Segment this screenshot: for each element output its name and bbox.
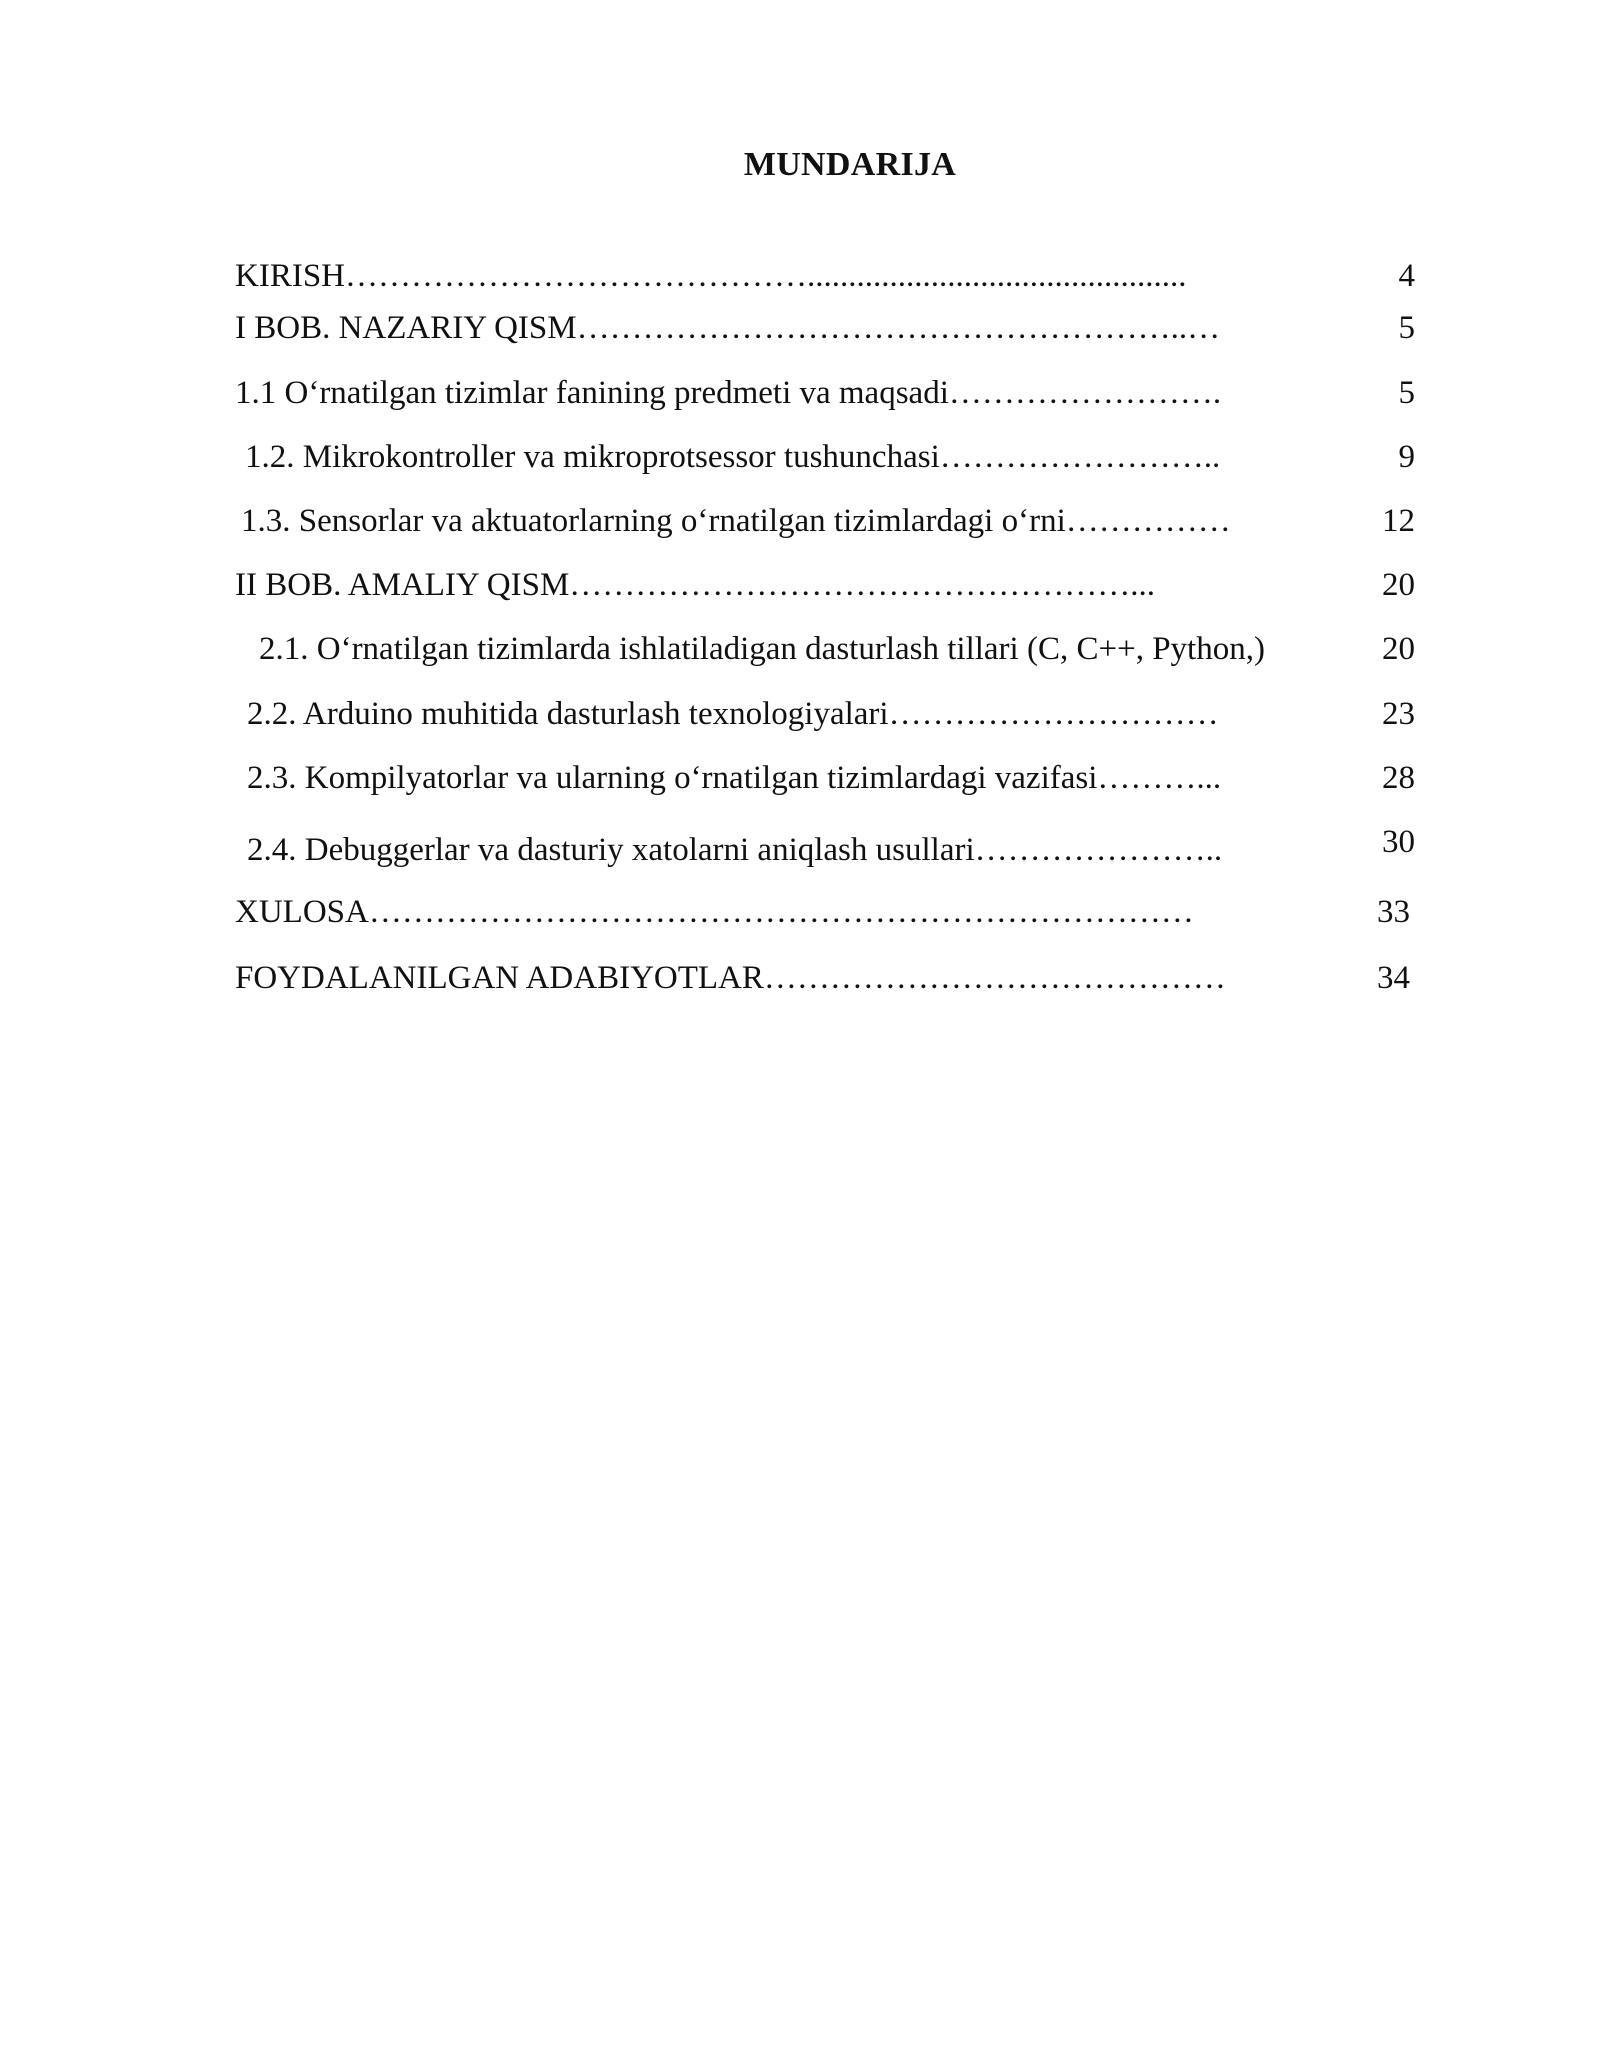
page-title: MUNDARIJA (743, 146, 957, 183)
toc-entry-section-1-2: 1.2. Mikrokontroller va mikroprotsessor tushunchasi…………………….. (245, 439, 1221, 475)
toc-entry-section-1-1: 1.1 O‘rnatilgan tizimlar fanining predmeti va maqsadi……………………. (235, 375, 1222, 411)
toc-page-number: 20 (1382, 631, 1415, 667)
toc-page-number: 12 (1382, 503, 1415, 539)
toc-entry-adabiyotlar: FOYDALANILGAN ADABIYOTLAR…………………………………… (235, 960, 1226, 996)
toc-entry-section-2-4: 2.4. Debuggerlar va dasturiy xatolarni aniqlash usullari………………….. (247, 832, 1223, 868)
toc-page-number: 5 (1398, 310, 1415, 346)
toc-page-number: 23 (1382, 696, 1415, 732)
toc-page-number: 30 (1382, 824, 1415, 860)
toc-entry-chapter-1: I BOB. NAZARIY QISM………………………………………………..… (235, 310, 1221, 346)
toc-page-number: 9 (1398, 439, 1415, 475)
toc-entry-section-1-3: 1.3. Sensorlar va aktuatorlarning o‘rnatilgan tizimlardagi o‘rni…………… (241, 503, 1231, 539)
toc-page-number: 20 (1382, 567, 1415, 603)
toc-page-number: 33 (1377, 894, 1410, 930)
toc-page-number: 5 (1398, 375, 1415, 411)
toc-entry-section-2-3: 2.3. Kompilyatorlar va ularning o‘rnatilgan tizimlardagi vazifasi………... (247, 760, 1222, 796)
toc-entry-chapter-2: II BOB. AMALIY QISM……………………………………………... (235, 567, 1156, 603)
toc-entry-kirish: KIRISH…………………………………….............................................. (235, 258, 1187, 294)
toc-page-number: 28 (1382, 760, 1415, 796)
toc-entry-section-2-1: 2.1. O‘rnatilgan tizimlarda ishlatiladigan dasturlash tillari (C, C++, Python,) (259, 631, 1265, 667)
toc-entry-section-2-2: 2.2. Arduino muhitida dasturlash texnologiyalari………………………… (247, 696, 1219, 732)
toc-page-number: 4 (1398, 258, 1415, 294)
toc-page-number: 34 (1377, 960, 1410, 996)
toc-entry-xulosa: XULOSA………………………………………………………………… (235, 894, 1194, 930)
